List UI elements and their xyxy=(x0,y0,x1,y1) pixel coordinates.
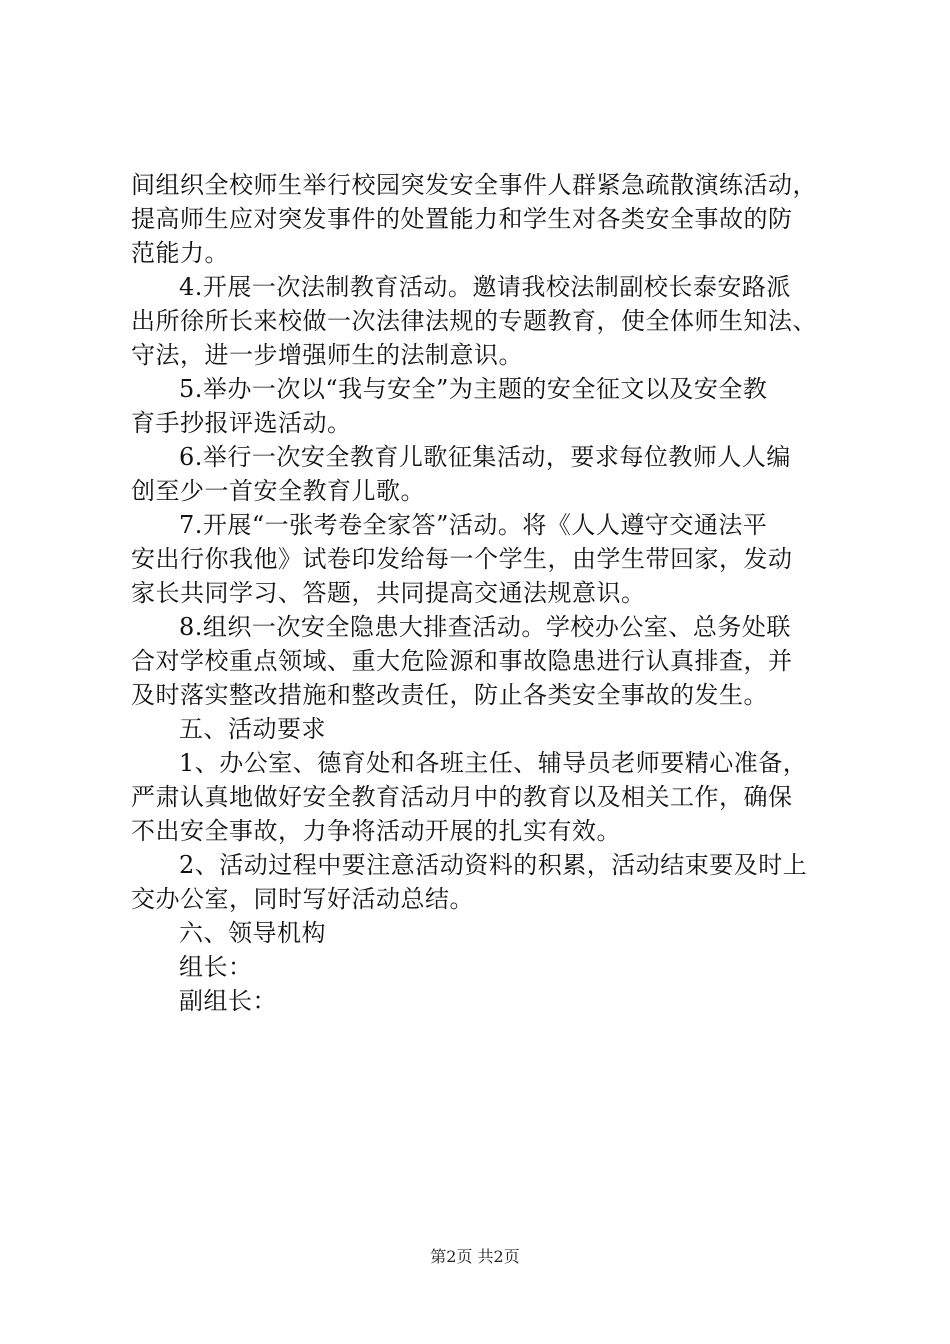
document-body xyxy=(131,168,831,1018)
text-line: 交办公室，同时写好活动总结。 xyxy=(131,885,474,913)
text-line: 安出行你我他》试卷印发给每一个学生，由学生带回家，发动 xyxy=(131,545,793,573)
text-line: 家长共同学习、答题，共同提高交通法规意识。 xyxy=(131,579,646,607)
text-line: 7.开展“一张考卷全家答”活动。将《人人遵守交通法平 xyxy=(179,511,768,539)
text-line: 严肃认真地做好安全教育活动月中的教育以及相关工作，确保 xyxy=(131,783,793,811)
text-line: 6.举行一次安全教育儿歌征集活动，要求每位教师人人编 xyxy=(179,443,791,471)
text-line: 2、活动过程中要注意活动资料的积累，活动结束要及时上 xyxy=(179,851,808,879)
text-line: 合对学校重点领域、重大危险源和事故隐患进行认真排查，并 xyxy=(131,647,793,675)
text-line: 5.举办一次以“我与安全”为主题的安全征文以及安全教 xyxy=(179,375,768,403)
text-line: 五、活动要求 xyxy=(179,715,326,743)
text-line: 范能力。 xyxy=(131,239,229,267)
text-line: 间组织全校师生举行校园突发安全事件人群紧急疏散演练活动， xyxy=(131,171,817,199)
text-line: 六、领导机构 xyxy=(179,919,326,947)
text-line: 1、办公室、德育处和各班主任、辅导员老师要精心准备， xyxy=(179,749,808,777)
text-line: 及时落实整改措施和整改责任，防止各类安全事故的发生。 xyxy=(131,681,768,709)
text-line: 副组长： xyxy=(179,987,277,1015)
text-line: 创至少一首安全教育儿歌。 xyxy=(131,477,425,505)
text-line: 不出安全事故，力争将活动开展的扎实有效。 xyxy=(131,817,621,845)
text-line: 8.组织一次安全隐患大排查活动。学校办公室、总务处联 xyxy=(179,613,791,641)
text-line: 守法，进一步增强师生的法制意识。 xyxy=(131,341,523,369)
text-line: 出所徐所长来校做一次法律法规的专题教育，使全体师生知法、 xyxy=(131,307,817,335)
text-line: 育手抄报评选活动。 xyxy=(131,409,352,437)
text-line: 组长： xyxy=(179,953,253,981)
text-line: 提高师生应对突发事件的处置能力和学生对各类安全事故的防 xyxy=(131,205,793,233)
text-line: 4.开展一次法制教育活动。邀请我校法制副校长泰安路派 xyxy=(179,273,791,301)
page-footer: 第2页 共2页 xyxy=(430,1247,520,1266)
